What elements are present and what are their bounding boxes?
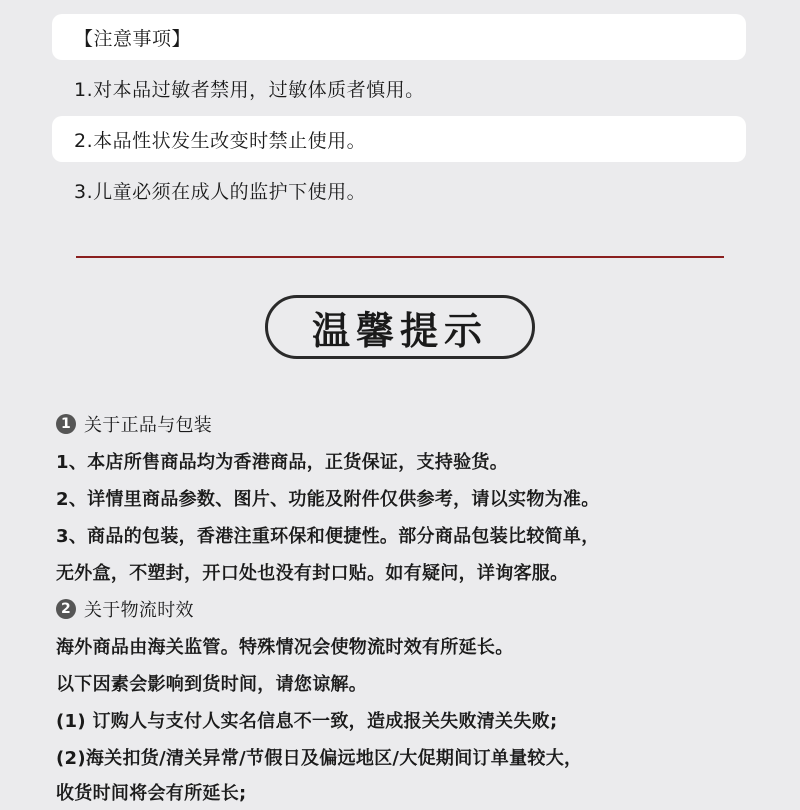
notice-item-3: 3.儿童必须在成人的监护下使用。 (74, 180, 367, 203)
section-2-line-4: (2)海关扣货/清关异常/节假日及偏远地区/大促期间订单量较大， (56, 747, 583, 769)
section-2-line-5: 收货时间将会有所延长; (56, 782, 247, 804)
warm-tips-badge: 温馨提示 (265, 295, 535, 359)
notice-item-1: 1.对本品过敏者禁用，过敏体质者慎用。 (74, 78, 425, 101)
section-1-heading-text: 关于正品与包装 (84, 414, 213, 436)
section-1-line-2: 2、详情里商品参数、图片、功能及附件仅供参考，请以实物为准。 (56, 488, 600, 510)
notice-item-2: 2.本品性状发生改变时禁止使用。 (52, 116, 746, 162)
number-1-icon: 1 (56, 414, 76, 434)
section-1-line-3: 3、商品的包装，香港注重环保和便捷性。部分商品包装比较简单， (56, 525, 600, 547)
section-2-line-1: 海外商品由海关监管。特殊情况会使物流时效有所延长。 (56, 636, 514, 658)
section-1-line-1: 1、本店所售商品均为香港商品，正货保证，支持验货。 (56, 451, 509, 473)
section-divider (76, 256, 724, 258)
number-2-icon: 2 (56, 599, 76, 619)
section-2-heading (56, 590, 194, 627)
section-1-line-4: 无外盒，不塑封，开口处也没有封口贴。如有疑问，详询客服。 (56, 562, 569, 584)
section-1-heading (56, 405, 212, 442)
section-2-heading-text: 关于物流时效 (84, 599, 194, 621)
notice-title: 【注意事项】 (52, 14, 746, 60)
section-2-line-3: (1) 订购人与支付人实名信息不一致，造成报关失败清关失败; (56, 710, 558, 732)
section-2-line-2: 以下因素会影响到货时间，请您谅解。 (56, 673, 368, 695)
